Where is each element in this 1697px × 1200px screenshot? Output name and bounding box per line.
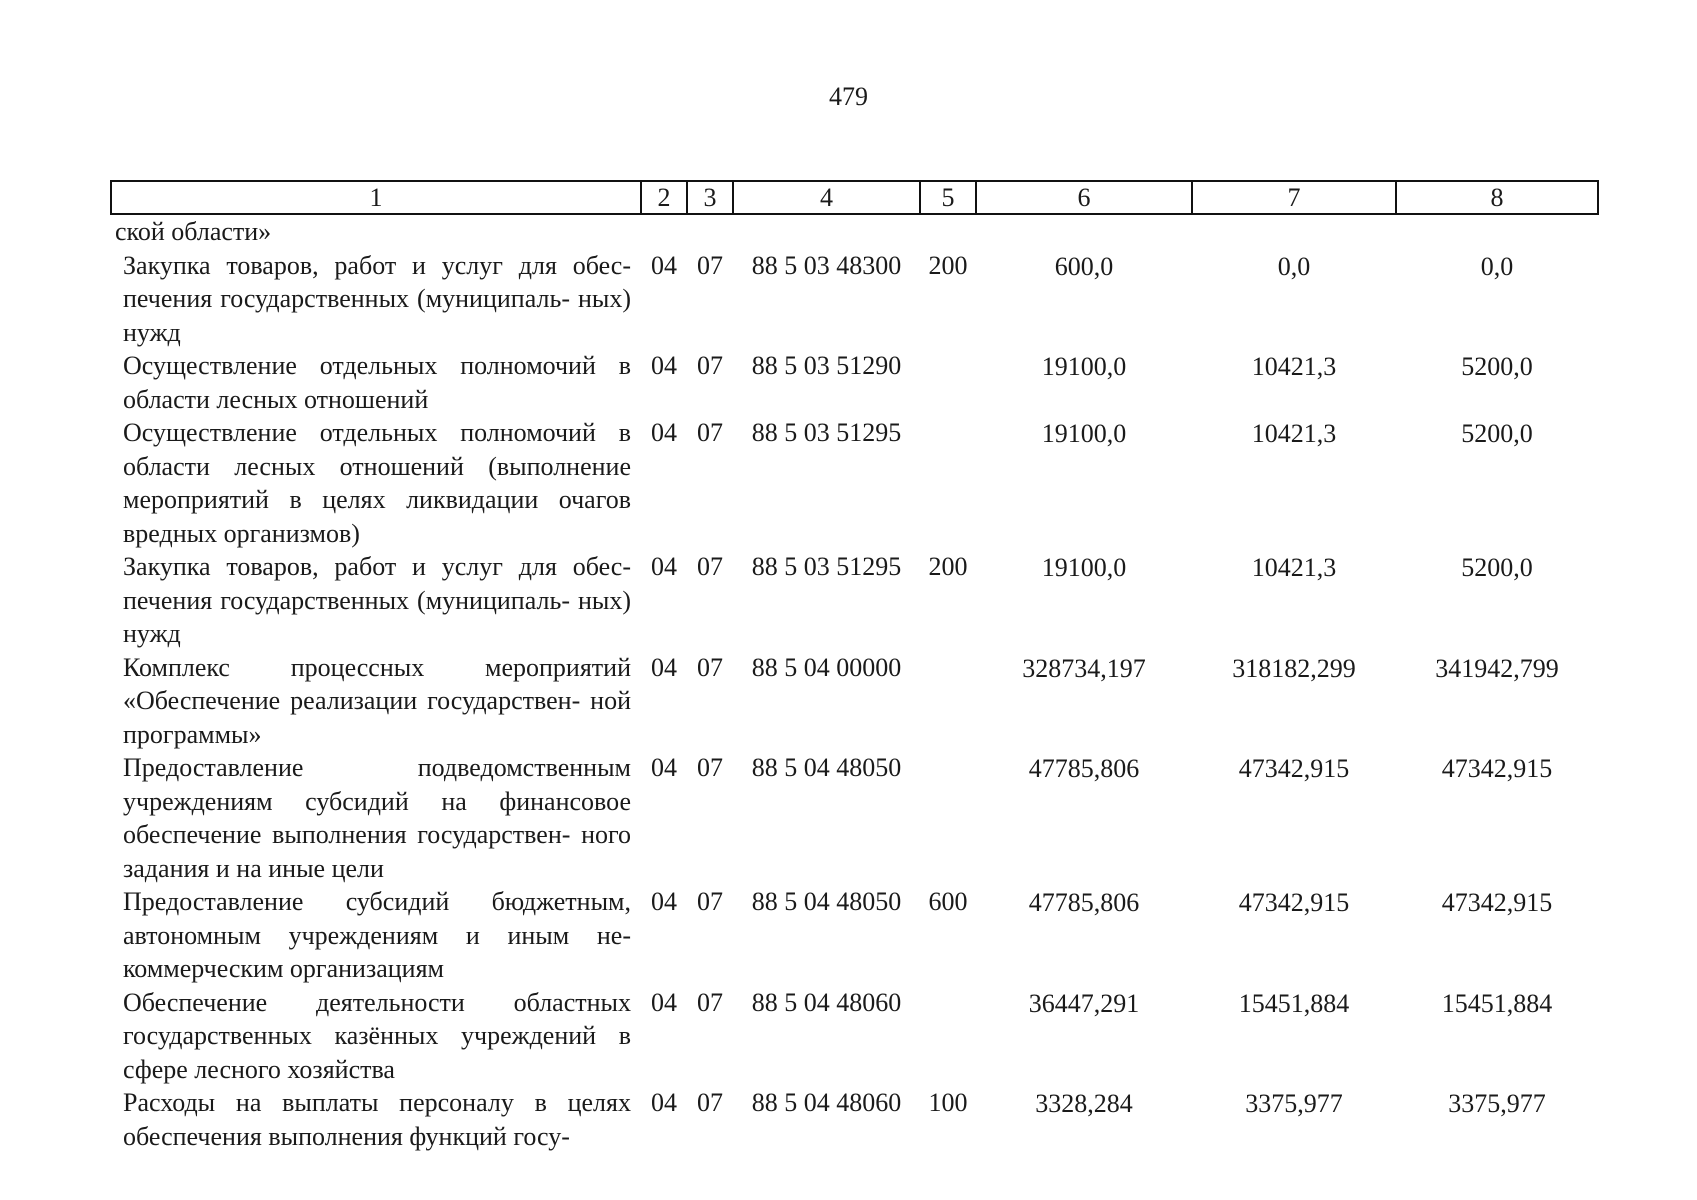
header-cell-8: 8	[1396, 181, 1598, 214]
amount-col8-cell	[1396, 214, 1598, 249]
expense-type-cell: 200	[928, 250, 968, 280]
amount-col7-cell: 10421,3	[1251, 419, 1337, 448]
table-row	[111, 550, 1598, 651]
target-article-cell: 88 5 03 48300	[751, 250, 902, 280]
page-number: 479	[829, 82, 868, 111]
subsection-code-cell: 07	[697, 987, 723, 1017]
header-cell-7: 7	[1192, 181, 1396, 214]
table-row	[111, 651, 1598, 752]
subsection-code-cell: 07	[697, 552, 723, 581]
row-name-cell: ской области»	[115, 217, 272, 246]
amount-col8-cell: 5200,0	[1461, 419, 1533, 448]
row-name-cell: Комплекс процессных мероприятий «Обеспечение реализации государствен- ной программы»	[123, 652, 631, 749]
header-cell-1: 1	[111, 181, 641, 214]
amount-col8-cell: 47342,915	[1441, 888, 1553, 917]
amount-col7-cell: 0,0	[1277, 251, 1311, 281]
amount-col8-cell: 3375,977	[1448, 1089, 1546, 1118]
table-row	[111, 751, 1598, 885]
section-code-cell: 04	[651, 652, 677, 682]
target-article-cell: 88 5 04 48050	[751, 753, 902, 782]
header-cell-3: 3	[687, 181, 733, 214]
amount-col8-cell: 341942,799	[1435, 653, 1559, 683]
amount-col7-cell: 15451,884	[1238, 988, 1350, 1018]
target-article-cell: 88 5 04 48060	[751, 1088, 902, 1117]
amount-col7-cell: 10421,3	[1251, 553, 1337, 582]
row-name-cell: Осуществление отдельных полномочий в области лесных отношений (выполнение мероприятий в целях ликвидации очагов вредных организмов)	[123, 418, 631, 548]
table-header	[111, 181, 1598, 214]
expense-type-cell: 200	[928, 552, 968, 581]
subsection-code-cell: 07	[697, 250, 723, 280]
target-article-cell: 88 5 03 51295	[751, 552, 902, 581]
row-name-cell: Расходы на выплаты персоналу в целях обеспечения выполнения функций госу-	[123, 1088, 631, 1151]
table-row	[111, 349, 1598, 416]
table-row	[111, 416, 1598, 550]
section-code-cell: 04	[651, 987, 677, 1017]
subsection-code-cell: 07	[697, 1088, 723, 1117]
amount-col6-cell: 36447,291	[1028, 988, 1140, 1018]
amount-col7-cell: 3375,977	[1245, 1089, 1343, 1118]
section-code-cell: 04	[651, 351, 677, 380]
amount-col7-cell	[1192, 214, 1396, 249]
amount-col7-cell: 318182,299	[1232, 653, 1356, 683]
row-name-cell: Предоставление подведомственным учреждениям субсидий на финансовое обеспечение выполнения государствен- ного задания и на иные цели	[123, 753, 631, 883]
table-row	[111, 1086, 1598, 1153]
table-row	[111, 986, 1598, 1087]
amount-col6-cell: 3328,284	[1035, 1089, 1133, 1118]
subsection-code-cell: 07	[697, 351, 723, 380]
table-row	[111, 249, 1598, 350]
amount-col6-cell: 19100,0	[1041, 553, 1127, 582]
amount-col8-cell: 5200,0	[1461, 352, 1533, 381]
expense-type-cell	[920, 416, 976, 550]
row-name-cell: Закупка товаров, работ и услуг для обес- печения государственных (муниципаль- ных) нужд	[123, 552, 631, 648]
subsection-code-cell: 07	[697, 753, 723, 782]
target-article-cell	[733, 214, 920, 249]
row-name-cell: Закупка товаров, работ и услуг для обес- печения государственных (муниципаль- ных) нужд	[123, 250, 631, 347]
section-code-cell: 04	[651, 250, 677, 280]
amount-col6-cell: 19100,0	[1041, 419, 1127, 448]
amount-col8-cell: 15451,884	[1441, 988, 1553, 1018]
amount-col6-cell: 600,0	[1054, 251, 1114, 281]
header-cell-6: 6	[976, 181, 1192, 214]
section-code-cell	[641, 214, 687, 249]
amount-col6-cell: 328734,197	[1022, 653, 1146, 683]
target-article-cell: 88 5 04 00000	[751, 652, 902, 682]
expense-type-cell	[920, 751, 976, 885]
header-cell-2: 2	[641, 181, 687, 214]
target-article-cell: 88 5 03 51290	[751, 351, 902, 380]
subsection-code-cell: 07	[697, 887, 723, 916]
expense-type-cell	[920, 214, 976, 249]
section-code-cell: 04	[651, 887, 677, 916]
subsection-code-cell: 07	[697, 418, 723, 447]
subsection-code-cell: 07	[697, 652, 723, 682]
expense-type-cell	[920, 651, 976, 752]
amount-col6-cell: 47785,806	[1028, 888, 1140, 917]
target-article-cell: 88 5 03 51295	[751, 418, 902, 447]
amount-col6-cell	[976, 214, 1192, 249]
section-code-cell: 04	[651, 552, 677, 581]
table-row	[111, 885, 1598, 986]
header-cell-5: 5	[920, 181, 976, 214]
row-name-cell: Осуществление отдельных полномочий в области лесных отношений	[123, 351, 631, 414]
subsection-code-cell	[687, 214, 733, 249]
table-body	[111, 214, 1598, 1153]
target-article-cell: 88 5 04 48060	[751, 987, 902, 1017]
amount-col6-cell: 19100,0	[1041, 352, 1127, 381]
amount-col7-cell: 47342,915	[1238, 888, 1350, 917]
row-name-cell: Предоставление субсидий бюджетным, автономным учреждениям и иным не- коммерческим организациям	[123, 887, 631, 983]
expense-type-cell: 600	[928, 887, 968, 916]
amount-col8-cell: 47342,915	[1441, 754, 1553, 783]
amount-col7-cell: 10421,3	[1251, 352, 1337, 381]
amount-col8-cell: 5200,0	[1461, 553, 1533, 582]
amount-col6-cell: 47785,806	[1028, 754, 1140, 783]
section-code-cell: 04	[651, 1088, 677, 1117]
table-row	[111, 214, 1598, 249]
section-code-cell: 04	[651, 753, 677, 782]
row-name-cell: Обеспечение деятельности областных государственных казённых учреждений в сфере лесного хозяйства	[123, 987, 631, 1084]
amount-col8-cell: 0,0	[1480, 251, 1514, 281]
expense-type-cell	[920, 349, 976, 416]
section-code-cell: 04	[651, 418, 677, 447]
expense-type-cell: 100	[928, 1088, 968, 1117]
expense-type-cell	[920, 986, 976, 1087]
target-article-cell: 88 5 04 48050	[751, 887, 902, 916]
amount-col7-cell: 47342,915	[1238, 754, 1350, 783]
budget-table	[110, 180, 1599, 1153]
header-cell-4: 4	[733, 181, 920, 214]
